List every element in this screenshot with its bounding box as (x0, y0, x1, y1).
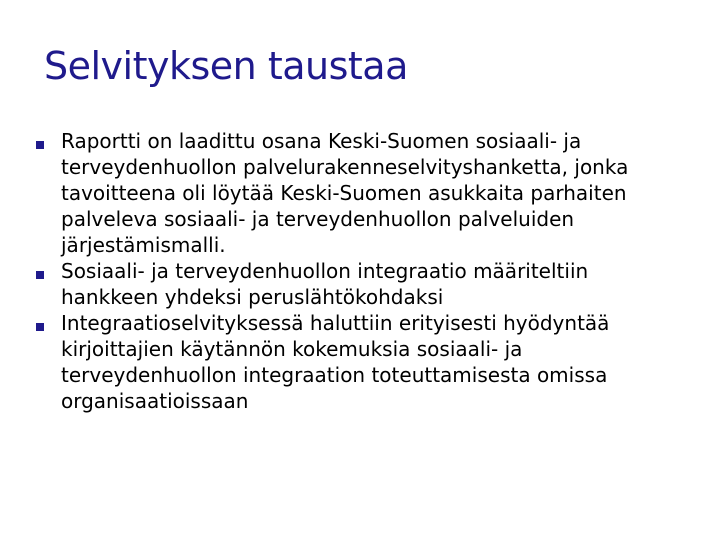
bullet-3-line-3: terveydenhuollon integraation toteuttamisesta omissa (61, 363, 608, 387)
bullet-list (0, 128, 720, 414)
bullet-text-2 (61, 258, 701, 310)
slide-title: Selvityksen taustaa (44, 44, 408, 88)
square-bullet-icon (36, 141, 44, 149)
bullet-1-line-3: tavoitteena oli löytää Keski-Suomen asukkaita parhaiten (61, 181, 627, 205)
bullet-1-line-5: järjestämismalli. (61, 233, 226, 257)
bullet-3-line-1: Integraatioselvityksessä haluttiin erityisesti hyödyntää (61, 311, 610, 335)
bullet-item-2 (0, 258, 720, 310)
bullet-3-line-2: kirjoittajien käytännön kokemuksia sosiaali- ja (61, 337, 523, 361)
bullet-2-line-2: hankkeen yhdeksi peruslähtökohdaksi (61, 285, 444, 309)
bullet-1-line-2: terveydenhuollon palvelurakenneselvityshanketta, jonka (61, 155, 629, 179)
square-bullet-icon (36, 271, 44, 279)
bullet-text-1 (61, 128, 701, 258)
bullet-1-line-1: Raportti on laadittu osana Keski-Suomen sosiaali- ja (61, 129, 582, 153)
bullet-item-3 (0, 310, 720, 414)
bullet-3-line-4: organisaatioissaan (61, 389, 249, 413)
bullet-item-1 (0, 128, 720, 258)
bullet-2-line-1: Sosiaali- ja terveydenhuollon integraatio määriteltiin (61, 259, 589, 283)
square-bullet-icon (36, 323, 44, 331)
bullet-1-line-4: palveleva sosiaali- ja terveydenhuollon palveluiden (61, 207, 575, 231)
bullet-text-3 (61, 310, 701, 414)
